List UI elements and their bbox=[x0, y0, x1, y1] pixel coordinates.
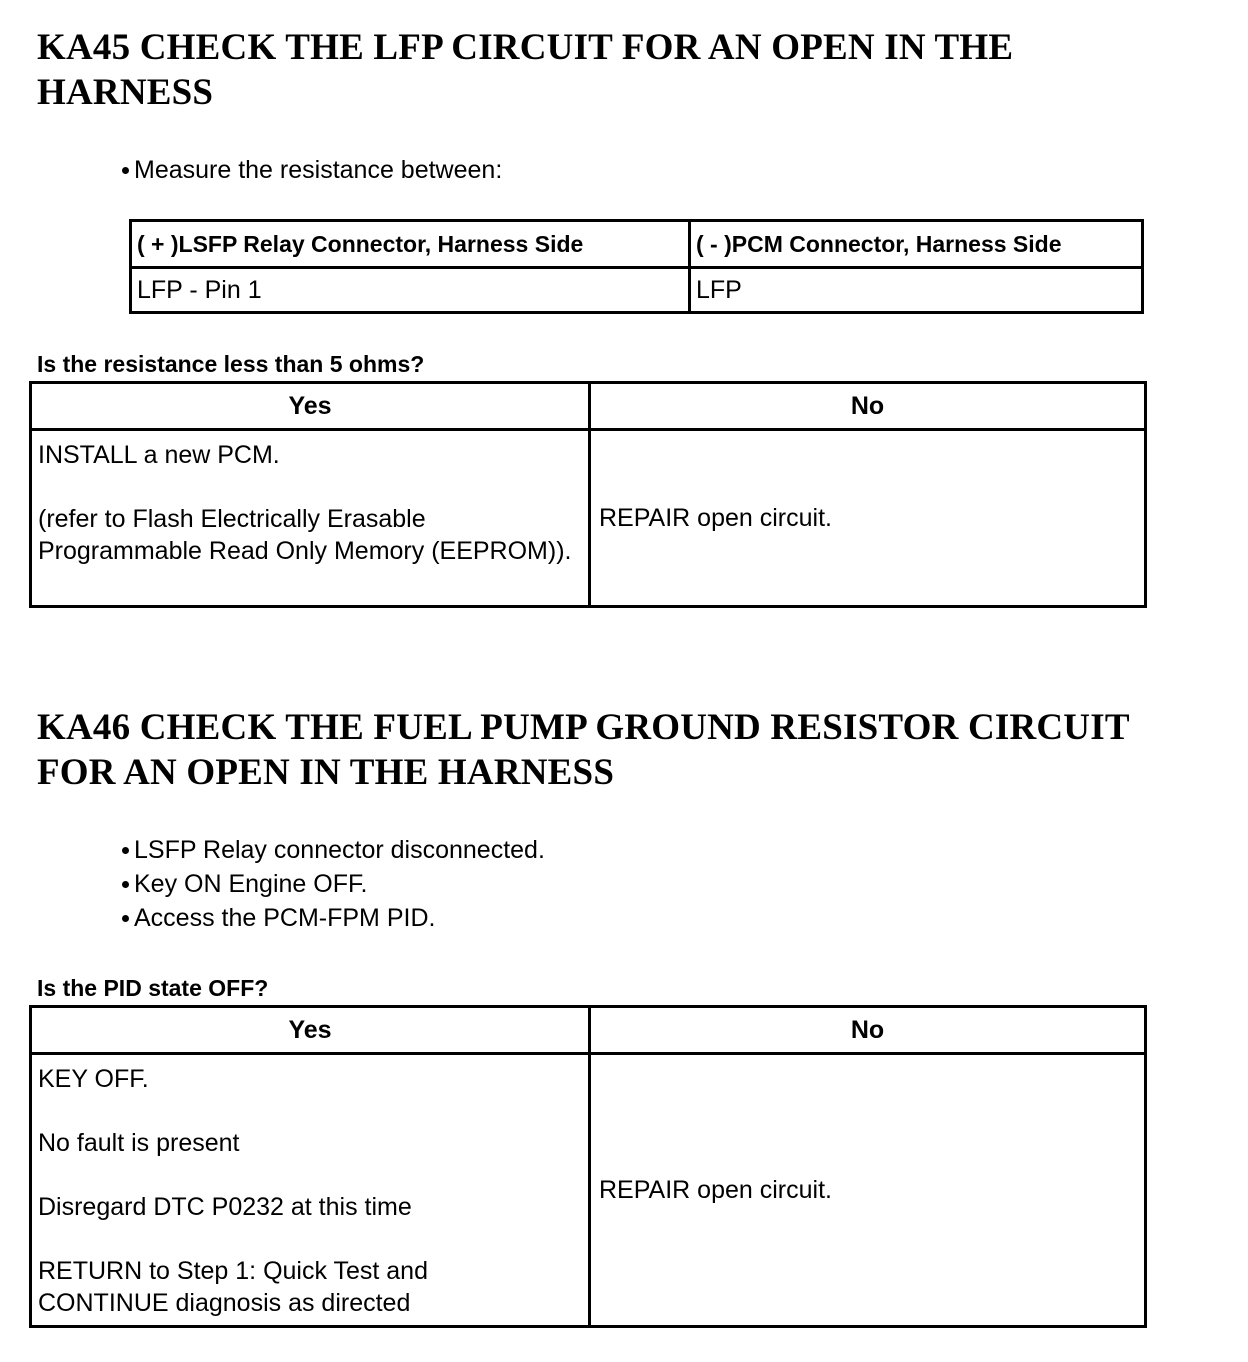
ka46-question: Is the PID state OFF? bbox=[37, 975, 269, 1001]
ka45-bullet-list bbox=[118, 153, 502, 187]
column-header-negative: ( - )PCM Connector, Harness Side bbox=[690, 221, 1143, 268]
yes-instruction: KEY OFF. bbox=[38, 1065, 149, 1093]
no-header: No bbox=[590, 1007, 1146, 1054]
bullet-icon bbox=[122, 881, 129, 888]
ka45-heading-line1: KA45 CHECK THE LFP CIRCUIT FOR AN OPEN IN THE bbox=[37, 27, 1014, 68]
yes-instruction: Disregard DTC P0232 at this time bbox=[38, 1193, 412, 1221]
ka46-heading-line2: FOR AN OPEN IN THE HARNESS bbox=[37, 752, 615, 793]
ka46-heading-line1: KA46 CHECK THE FUEL PUMP GROUND RESISTOR CIRCUIT bbox=[37, 707, 1130, 748]
table-cell: LFP - Pin 1 bbox=[131, 268, 690, 313]
no-header: No bbox=[590, 383, 1146, 430]
column-header-positive: ( + )LSFP Relay Connector, Harness Side bbox=[131, 221, 690, 268]
ka45-heading-line2: HARNESS bbox=[37, 72, 214, 113]
bullet-text: Access the PCM-FPM PID. bbox=[134, 904, 436, 932]
ka45-heading bbox=[37, 25, 1013, 115]
bullet-text: Key ON Engine OFF. bbox=[134, 870, 368, 898]
yes-instruction: No fault is present bbox=[38, 1129, 240, 1157]
table-row bbox=[131, 268, 1143, 313]
yes-cell bbox=[31, 1054, 590, 1327]
yes-instruction: RETURN to Step 1: Quick Test and CONTINUE diagnosis as directed bbox=[38, 1257, 428, 1317]
ka46-bullet-list bbox=[118, 833, 545, 935]
ka46-heading bbox=[37, 705, 1130, 795]
no-cell: REPAIR open circuit. bbox=[590, 430, 1146, 607]
list-item bbox=[118, 901, 545, 935]
bullet-text: Measure the resistance between: bbox=[134, 156, 503, 184]
table-row bbox=[31, 1054, 1146, 1327]
table-header-row bbox=[31, 1007, 1146, 1054]
yes-cell bbox=[31, 430, 590, 607]
table-cell: LFP bbox=[690, 268, 1143, 313]
bullet-icon bbox=[122, 915, 129, 922]
table-header-row bbox=[131, 221, 1143, 268]
yes-instruction: INSTALL a new PCM. bbox=[38, 441, 280, 469]
bullet-icon bbox=[122, 167, 129, 174]
table-row bbox=[31, 430, 1146, 607]
ka45-question: Is the resistance less than 5 ohms? bbox=[37, 351, 425, 377]
list-item bbox=[118, 153, 502, 187]
ka46-decision-table bbox=[29, 1005, 1147, 1328]
list-item bbox=[118, 867, 545, 901]
yes-header: Yes bbox=[31, 383, 590, 430]
yes-header: Yes bbox=[31, 1007, 590, 1054]
measure-table bbox=[129, 219, 1144, 314]
table-header-row bbox=[31, 383, 1146, 430]
ka45-decision-table bbox=[29, 381, 1147, 608]
bullet-icon bbox=[122, 847, 129, 854]
no-cell: REPAIR open circuit. bbox=[590, 1054, 1146, 1327]
yes-instruction: (refer to Flash Electrically Erasable Programmable Read Only Memory (EEPROM)). bbox=[38, 505, 572, 565]
bullet-text: LSFP Relay connector disconnected. bbox=[134, 836, 545, 864]
list-item bbox=[118, 833, 545, 867]
